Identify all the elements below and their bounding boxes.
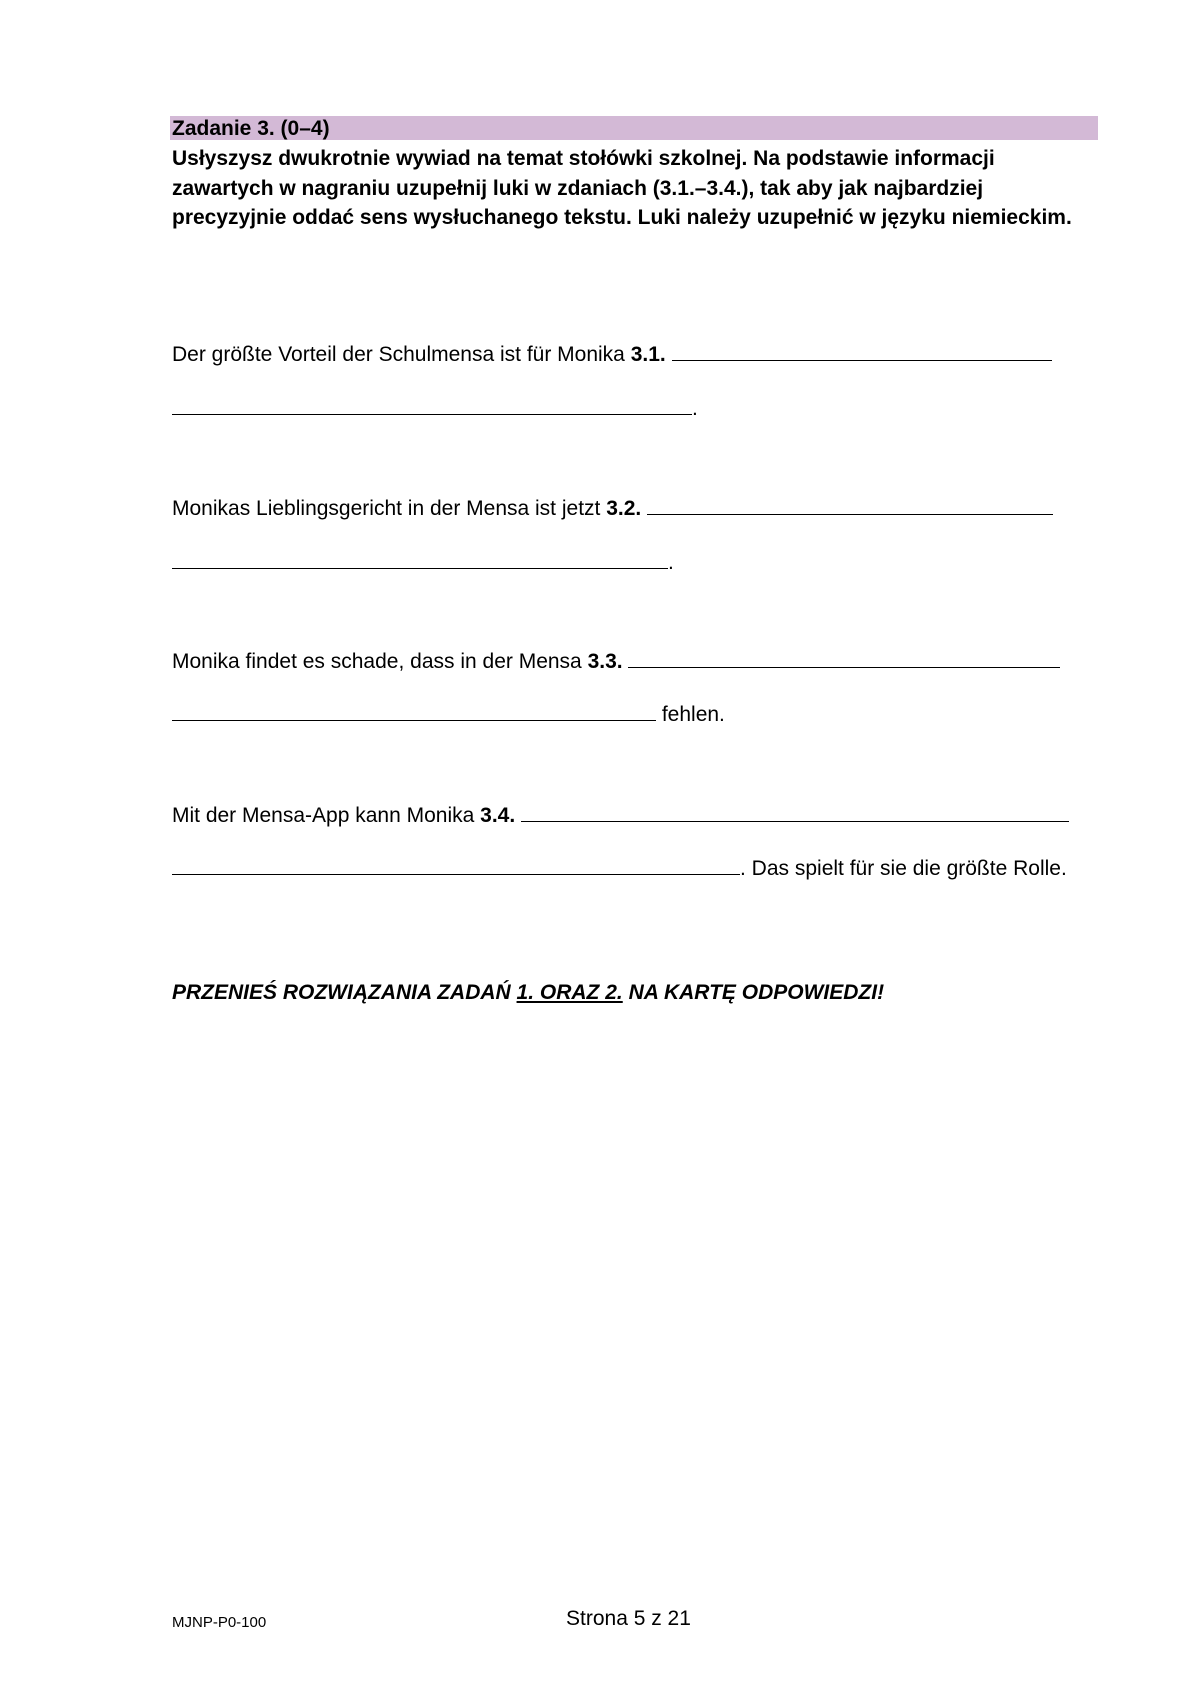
item-3-1-blank-1[interactable] [672, 340, 1052, 361]
footer-page-number: Strona 5 z 21 [566, 1607, 691, 1630]
item-3-2-line-2 [172, 548, 674, 576]
item-3-3-blank-1[interactable] [628, 647, 1060, 668]
transfer-task-ref: 1. ORAZ 2. [516, 981, 623, 1004]
item-3-4-blank-1[interactable] [521, 801, 1069, 822]
item-3-2-prefix: Monikas Lieblingsgericht in der Mensa ist jetzt [172, 497, 601, 520]
task-title: Zadanie 3. (0–4) [172, 117, 330, 140]
transfer-part-2: NA KARTĘ ODPOWIEDZI! [622, 981, 885, 1004]
item-3-1-blank-2[interactable] [172, 394, 692, 415]
item-3-3-suffix: fehlen. [656, 703, 725, 726]
item-3-2-blank-2[interactable] [172, 548, 668, 569]
item-3-1-prefix: Der größte Vorteil der Schulmensa ist für Monika [172, 343, 625, 366]
item-3-4-line-1 [172, 801, 1069, 829]
item-3-2-line-1 [172, 494, 1053, 522]
item-3-3-prefix: Monika findet es schade, dass in der Mensa [172, 650, 582, 673]
item-3-4-blank-2[interactable] [172, 854, 740, 875]
item-3-4-line-2 [172, 854, 1067, 882]
item-3-3-line-2 [172, 700, 725, 728]
footer-exam-code: MJNP-P0-100 [172, 1614, 267, 1631]
item-3-4-suffix: . Das spielt für sie die größte Rolle. [740, 857, 1067, 880]
item-3-2-blank-1[interactable] [647, 494, 1053, 515]
item-3-1-line-2 [172, 394, 698, 422]
transfer-part-1: PRZENIEŚ ROZWIĄZANIA ZADAŃ [172, 981, 517, 1004]
item-3-2-suffix: . [668, 551, 674, 574]
item-3-3-blank-2[interactable] [172, 700, 656, 721]
task-instruction: Usłyszysz dwukrotnie wywiad na temat stołówki szkolnej. Na podstawie informacji zawartych w nagraniu uzupełnij luki w zdaniach (3.1.–3.4.), tak aby jak najbardziej precyzyjnie oddać sens wysłuchanego tekstu. Luki należy uzupełnić w języku niemieckim. [172, 147, 1072, 229]
item-3-1-line-1 [172, 340, 1052, 368]
item-3-1-suffix: . [692, 397, 698, 420]
item-3-3-ref: 3.3. [587, 650, 623, 673]
transfer-instruction [172, 980, 884, 1006]
item-3-3-line-1 [172, 647, 1060, 675]
item-3-4-ref: 3.4. [480, 804, 516, 827]
item-3-2-ref: 3.2. [606, 497, 642, 520]
item-3-4-prefix: Mit der Mensa-App kann Monika [172, 804, 475, 827]
item-3-1-ref: 3.1. [630, 343, 666, 366]
